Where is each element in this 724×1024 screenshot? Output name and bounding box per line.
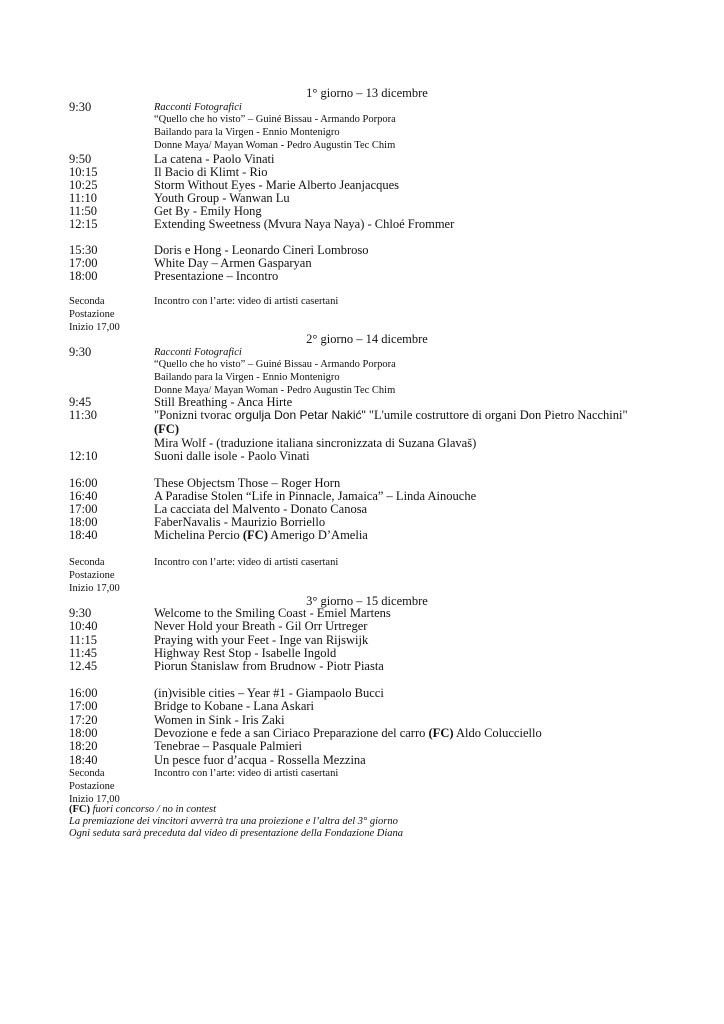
time: 17:20	[69, 713, 98, 727]
station-desc: Incontro con l’arte: video di artisti casertani	[154, 296, 339, 307]
time: 16:00	[69, 686, 98, 700]
station-label: Seconda	[69, 768, 105, 779]
time: 18:40	[69, 753, 98, 767]
day1-row	[0, 113, 724, 127]
day2-row	[0, 358, 724, 372]
film-entry: Doris e Hong - Leonardo Cineri Lombroso	[154, 243, 369, 257]
day3-row	[0, 646, 724, 660]
day2-row	[0, 422, 724, 436]
station-label: Inizio 17,00	[69, 583, 120, 594]
time: 11:15	[69, 633, 98, 647]
time: 16:40	[69, 489, 98, 503]
station-label: Seconda	[69, 557, 105, 568]
day3-second-station	[0, 780, 724, 794]
film-entry: "Ponizni tvorac orgulja Don Petar Nakić" "L'umile costruttore di organi Don Pietro Nacchini"	[154, 408, 628, 422]
day3-row	[0, 753, 724, 767]
station-label: Postazione	[69, 781, 115, 792]
time: 10:40	[69, 619, 98, 633]
day2-heading: 2° giorno – 14 dicembre	[306, 332, 428, 346]
film-entry: Tenebrae – Pasquale Palmieri	[154, 739, 303, 753]
film-entry: These Objectsm Those – Roger Horn	[154, 476, 341, 490]
day1-heading: 1° giorno – 13 dicembre	[306, 86, 428, 100]
day2-row	[0, 371, 724, 385]
day3-row	[0, 713, 724, 727]
film-entry: Piorun Stanislaw from Brudnow - Piotr Piasta	[154, 659, 384, 673]
day2-row	[0, 515, 724, 529]
film-entry: (in)visible cities – Year #1 - Giampaolo Bucci	[154, 686, 384, 700]
station-label: Postazione	[69, 309, 115, 320]
time: 11:10	[69, 191, 98, 205]
film-entry: Suoni dalle isole - Paolo Vinati	[154, 449, 310, 463]
film-entry: La catena - Paolo Vinati	[154, 152, 275, 166]
film-entry: Presentazione – Incontro	[154, 269, 279, 283]
photo-entry: Donne Maya/ Mayan Woman - Pedro Augustin Tec Chim	[154, 385, 396, 396]
time: 18:00	[69, 726, 98, 740]
day2-row	[0, 502, 724, 516]
day3-row	[0, 633, 724, 647]
day3-heading: 3° giorno – 15 dicembre	[306, 594, 428, 608]
film-entry: Women in Sink - Iris Zaki	[154, 713, 285, 727]
time: 18:00	[69, 515, 98, 529]
station-label: Postazione	[69, 570, 115, 581]
day1-row	[0, 100, 724, 114]
time: 18:00	[69, 269, 98, 283]
day1-row	[0, 165, 724, 179]
station-label: Seconda	[69, 296, 105, 307]
day1-row	[0, 191, 724, 205]
time: 11:45	[69, 646, 98, 660]
time: 9:30	[69, 100, 92, 114]
day2-row	[0, 476, 724, 490]
film-entry: Storm Without Eyes - Marie Alberto Jeanjacques	[154, 178, 400, 192]
photo-entry: Bailando para la Virgen - Ennio Montenigro	[154, 127, 340, 138]
film-entry: Highway Rest Stop - Isabelle Ingold	[154, 646, 337, 660]
day3-row	[0, 699, 724, 713]
day2-second-station	[0, 556, 724, 570]
day1-second-station	[0, 295, 724, 309]
time: 11:30	[69, 408, 98, 422]
time: 18:40	[69, 528, 98, 542]
day1-row	[0, 152, 724, 166]
time: 12.45	[69, 659, 98, 673]
photo-entry: “Quello che ho visto” – Guiné Bissau - Armando Porpora	[154, 359, 396, 370]
film-entry: Bridge to Kobane - Lana Askari	[154, 699, 315, 713]
time: 9:30	[69, 606, 92, 620]
film-entry: Michelina Percio (FC) Amerigo D’Amelia	[154, 528, 368, 542]
time: 17:00	[69, 699, 98, 713]
section-title: Racconti Fotografici	[154, 347, 242, 358]
photo-entry: Donne Maya/ Mayan Woman - Pedro Augustin Tec Chim	[154, 140, 396, 151]
time: 18:20	[69, 739, 98, 753]
day2-row	[0, 528, 724, 542]
photo-entry: “Quello che ho visto” – Guiné Bissau - Armando Porpora	[154, 114, 396, 125]
film-entry: FaberNavalis - Maurizio Borriello	[154, 515, 326, 529]
film-entry: A Paradise Stolen “Life in Pinnacle, Jamaica” – Linda Ainouche	[154, 489, 477, 503]
day2-row	[0, 345, 724, 359]
station-label: Inizio 17,00	[69, 322, 120, 333]
film-entry: Extending Sweetness (Mvura Naya Naya) - Chloé Frommer	[154, 217, 455, 231]
film-entry: Never Hold your Breath - Gil Orr Urtreger	[154, 619, 368, 633]
day3-row	[0, 726, 724, 740]
day1-row	[0, 256, 724, 270]
day1-second-station	[0, 308, 724, 322]
film-entry: Get By - Emily Hong	[154, 204, 262, 218]
day3-row	[0, 606, 724, 620]
station-label: Inizio 17,00	[69, 794, 120, 805]
photo-entry: Bailando para la Virgen - Ennio Montenigro	[154, 372, 340, 383]
day2-row	[0, 395, 724, 409]
film-entry: Il Bacio di Klimt - Rio	[154, 165, 268, 179]
time: 9:30	[69, 345, 92, 359]
seduta-note: Ogni seduta sarà preceduta dal video di presentazione della Fondazione Diana	[69, 828, 404, 839]
time: 11:50	[69, 204, 98, 218]
time: 9:50	[69, 152, 92, 166]
film-entry: Mira Wolf - (traduzione italiana sincronizzata di Suzana Glavaš)	[154, 436, 477, 450]
day1-row	[0, 217, 724, 231]
day2-second-station	[0, 569, 724, 583]
film-entry: Youth Group - Wanwan Lu	[154, 191, 290, 205]
day3-row	[0, 739, 724, 753]
day1-row	[0, 204, 724, 218]
day3-second-station	[0, 767, 724, 781]
day3-row	[0, 686, 724, 700]
day2-row	[0, 489, 724, 503]
premiazione-note: La premiazione dei vincitori avverrà tra una proiezione e l’altra del 3° giorno	[69, 816, 398, 827]
time: 16:00	[69, 476, 98, 490]
day3-row	[0, 659, 724, 673]
day3-row	[0, 619, 724, 633]
station-desc: Incontro con l’arte: video di artisti casertani	[154, 768, 339, 779]
time: 17:00	[69, 256, 98, 270]
film-entry: Un pesce fuor d’acqua - Rossella Mezzina	[154, 753, 366, 767]
day1-row	[0, 139, 724, 153]
time: 12:10	[69, 449, 98, 463]
time: 10:15	[69, 165, 98, 179]
fc-note: (FC) fuori concorso / no in contest	[69, 804, 216, 815]
film-entry: La cacciata del Malvento - Donato Canosa	[154, 502, 368, 516]
time: 15:30	[69, 243, 98, 257]
day2-row	[0, 408, 724, 422]
station-desc: Incontro con l’arte: video di artisti casertani	[154, 557, 339, 568]
time: 9:45	[69, 395, 92, 409]
day1-row	[0, 243, 724, 257]
day2-row	[0, 449, 724, 463]
film-entry: Still Breathing - Anca Hirte	[154, 395, 293, 409]
film-entry: Praying with your Feet - Inge van Rijswijk	[154, 633, 369, 647]
film-entry: Welcome to the Smiling Coast - Emiel Martens	[154, 606, 391, 620]
time: 10:25	[69, 178, 98, 192]
day1-row	[0, 269, 724, 283]
time: 12:15	[69, 217, 98, 231]
day1-row	[0, 126, 724, 140]
film-entry: White Day – Armen Gasparyan	[154, 256, 312, 270]
fc-tag: (FC)	[154, 422, 179, 436]
day2-row	[0, 436, 724, 450]
day1-row	[0, 178, 724, 192]
section-title: Racconti Fotografici	[154, 102, 242, 113]
time: 17:00	[69, 502, 98, 516]
film-entry: Devozione e fede a san Ciriaco Preparazione del carro (FC) Aldo Colucciello	[154, 726, 542, 740]
